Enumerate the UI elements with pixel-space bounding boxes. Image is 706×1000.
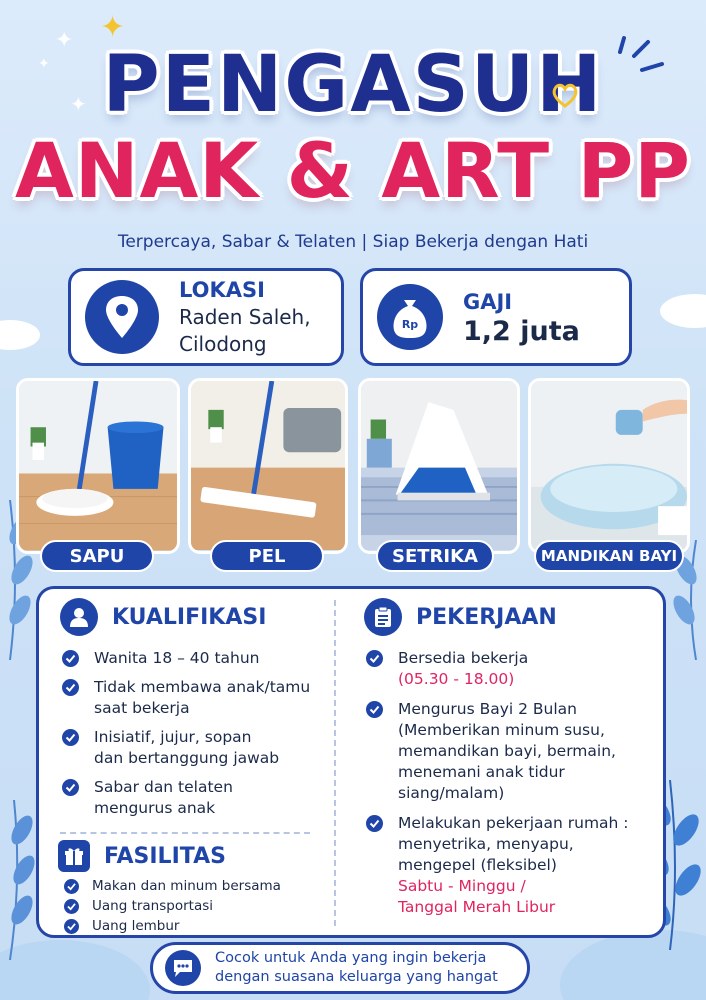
footer-bubble [150, 942, 530, 994]
salary-value: 1,2 juta [463, 316, 580, 347]
location-label: LOKASI [179, 278, 265, 302]
task-tile-mop [188, 378, 348, 554]
cloud-decoration [660, 294, 706, 328]
location-value-line1: Raden Saleh, [179, 305, 311, 329]
check-icon [64, 879, 79, 894]
task-tile-iron [358, 378, 520, 554]
task-tile-bathe-baby [528, 378, 690, 554]
gift-icon [58, 840, 90, 872]
sparkle-icon: ✦ [38, 56, 50, 72]
leaf-decoration-icon [0, 800, 40, 960]
list-item: Uang lembur [64, 916, 324, 936]
jobs-header [364, 598, 557, 636]
check-icon [62, 729, 79, 746]
poster-title-line2: ANAK & ART PP [15, 126, 691, 215]
check-icon [366, 701, 383, 718]
heart-icon [550, 80, 580, 110]
location-pin-icon [85, 280, 159, 354]
location-value-line2: Cilodong [179, 332, 267, 356]
iron-illustration [361, 381, 517, 550]
list-item: Tidak membawa anak/tamu saat bekerja [62, 677, 322, 719]
sparkle-icon: ✦ [100, 10, 126, 45]
task-tile-sweep [16, 378, 180, 554]
sparkle-icon: ✦ [70, 92, 87, 116]
list-item: Bersedia bekerja (05.30 - 18.00) [366, 648, 656, 690]
poster-subtitle: Terpercaya, Sabar & Telaten | Siap Bekerja dengan Hati [117, 232, 589, 252]
check-icon [62, 679, 79, 696]
task-label-sweep: SAPU [40, 540, 154, 572]
baby-bath-illustration [531, 381, 687, 550]
list-item: Melakukan pekerjaan rumah : menyetrika, menyapu, mengepel (fleksibel) Sabtu - Minggu / Tanggal Merah Libur [366, 813, 656, 918]
currency-label: Rp [401, 318, 419, 331]
facilities-header [58, 840, 226, 872]
footer-line2: dengan suasana keluarga yang hangat [215, 969, 498, 985]
list-item: Uang transportasi [64, 896, 324, 916]
section-divider [60, 832, 310, 834]
qualifications-header [60, 598, 266, 636]
footer-line1: Cocok untuk Anda yang ingin bekerja [215, 950, 487, 966]
qualifications-list [62, 648, 322, 819]
salary-label: GAJI [463, 290, 513, 314]
location-card [68, 268, 344, 366]
cloud-decoration [0, 320, 40, 350]
chat-bubble-icon [165, 950, 201, 986]
money-bag-icon [377, 284, 443, 350]
facilities-list [64, 876, 324, 936]
check-icon [366, 650, 383, 667]
sparkle-icon: ✦ [55, 28, 74, 53]
facilities-title: FASILITAS [104, 843, 226, 869]
poster-title-line1: PENGASUH [102, 40, 604, 130]
list-item: Makan dan minum bersama [64, 876, 324, 896]
list-item: Inisiatif, jujur, sopan dan bertanggung jawab [62, 727, 322, 769]
panel-divider [334, 600, 336, 926]
mop-bucket-illustration [19, 381, 177, 551]
clipboard-icon [364, 598, 402, 636]
check-icon [366, 815, 383, 832]
qualifications-title: KUALIFIKASI [112, 604, 267, 630]
list-item: Sabar dan telaten mengurus anak [62, 777, 322, 819]
flat-mop-illustration [191, 381, 345, 550]
task-label-iron: SETRIKA [376, 540, 494, 572]
jobs-list [366, 648, 656, 918]
salary-card [360, 268, 632, 366]
check-icon [62, 779, 79, 796]
person-icon [60, 598, 98, 636]
jobs-title: PEKERJAAN [416, 604, 557, 630]
task-label-mop: PEL [210, 540, 324, 572]
check-icon [64, 899, 79, 914]
check-icon [62, 650, 79, 667]
task-label-bathe-baby: MANDIKAN BAYI [534, 540, 684, 572]
list-item: Wanita 18 – 40 tahun [62, 648, 322, 669]
list-item: Mengurus Bayi 2 Bulan (Memberikan minum susu, memandikan bayi, bermain, menemani anak tidur siang/malam) [366, 699, 656, 804]
check-icon [64, 919, 79, 934]
